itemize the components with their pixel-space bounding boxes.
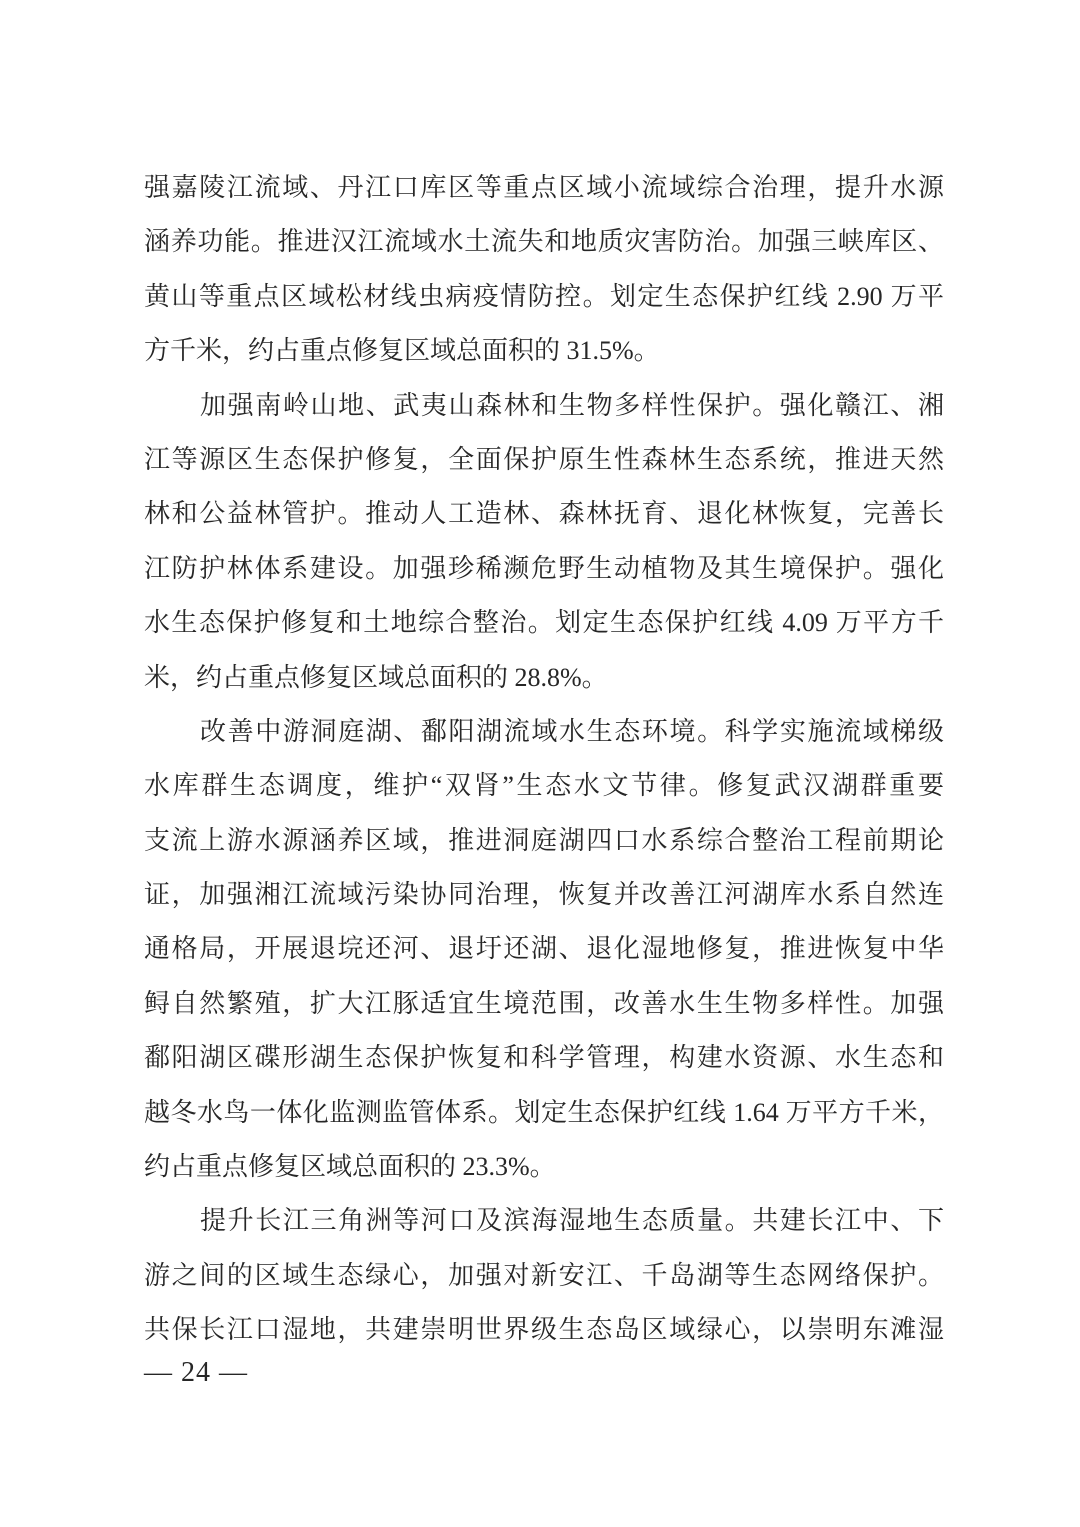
text-line: 支流上游水源涵养区域，推进洞庭湖四口水系综合整治工程前期论: [144, 825, 944, 855]
text-line: 黄山等重点区域松材线虫病疫情防控。划定生态保护红线 2.90 万平: [144, 281, 944, 311]
text-line: 强嘉陵江流域、丹江口库区等重点区域小流域综合治理，提升水源: [144, 173, 944, 202]
page-number: — 24 —: [144, 1357, 248, 1388]
text-line: 水生态保护修复和土地综合整治。划定生态保护红线 4.09 万平方千: [144, 608, 944, 638]
text-line: 水库群生态调度，维护“双肾”生态水文节律。修复武汉湖群重要: [144, 771, 944, 801]
text-line: 方千米，约占重点修复区域总面积的 31.5%。: [144, 336, 660, 366]
text-line: 加强南岭山地、武夷山森林和生物多样性保护。强化赣江、湘: [200, 390, 944, 420]
text-line: 约占重点修复区域总面积的 23.3%。: [144, 1152, 556, 1182]
text-line: 鲟自然繁殖，扩大江豚适宜生境范围，改善水生生物多样性。加强: [144, 988, 944, 1018]
text-line: 证，加强湘江流域污染协同治理，恢复并改善江河湖库水系自然连: [144, 880, 944, 910]
text-line: 江等源区生态保护修复，全面保护原生性森林生态系统，推进天然: [144, 444, 944, 474]
text-line: 共保长江口湿地，共建崇明世界级生态岛区域绿心，以崇明东滩湿: [144, 1315, 944, 1345]
text-line: 江防护林体系建设。加强珍稀濒危野生动植物及其生境保护。强化: [144, 553, 944, 583]
text-line: 涵养功能。推进汉江流域水土流失和地质灾害防治。加强三峡库区、: [144, 227, 944, 257]
text-line: 游之间的区域生态绿心，加强对新安江、千岛湖等生态网络保护。: [144, 1260, 944, 1290]
text-line: 提升长江三角洲等河口及滨海湿地生态质量。共建长江中、下: [200, 1206, 944, 1236]
text-line: 通格局，开展退垸还河、退圩还湖、退化湿地修复，推进恢复中华: [144, 934, 944, 964]
document-body: [144, 161, 944, 1358]
text-line: 米，约占重点修复区域总面积的 28.8%。: [144, 662, 608, 692]
text-line: 林和公益林管护。推动人工造林、森林抚育、退化林恢复，完善长: [144, 499, 944, 529]
text-line: 越冬水鸟一体化监测监管体系。划定生态保护红线 1.64 万平方千米，: [144, 1097, 944, 1127]
text-line: 改善中游洞庭湖、鄱阳湖流域水生态环境。科学实施流域梯级: [200, 716, 944, 746]
text-line: 鄱阳湖区碟形湖生态保护恢复和科学管理，构建水资源、水生态和: [144, 1043, 944, 1073]
